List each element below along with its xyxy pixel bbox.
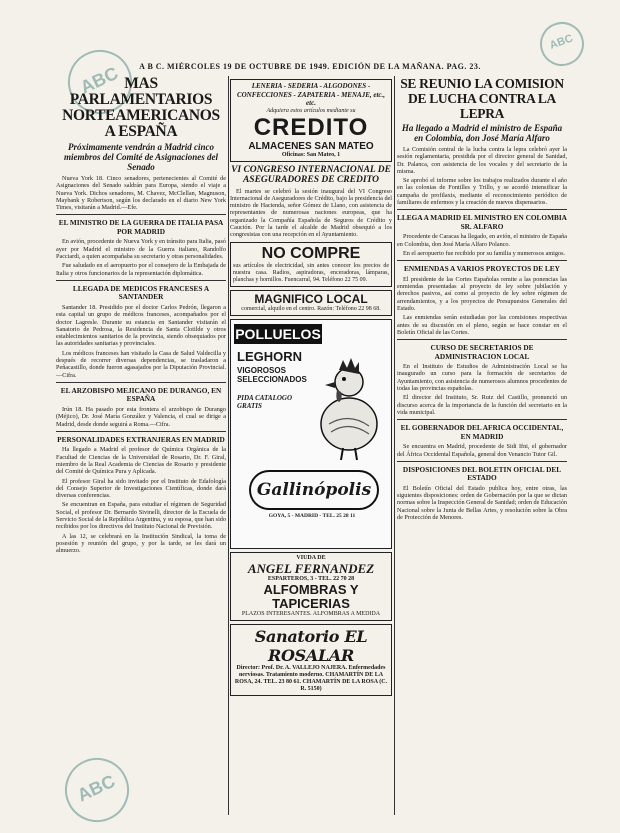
divider <box>397 339 567 340</box>
right-column <box>397 76 567 815</box>
ad-body: comercial, alquilo en el centro. Razón: Teléfono 22 98 68. <box>241 305 381 312</box>
ad-gallinopolis <box>230 319 392 549</box>
section-heading: ENMIENDAS A VARIOS PROYECTOS DE LEY <box>404 264 560 274</box>
ad-viuda-angel-fernandez <box>230 552 392 621</box>
section-heading: EL ARZOBISPO MEJICANO DE DURANGO, EN ESPAÑA <box>60 385 222 404</box>
article-subheadline: Ha llegado a Madrid el ministro de España en Colombia, don José María Alfaro <box>401 123 563 143</box>
ad-magnifico-local <box>230 290 392 316</box>
article-paragraph: Se encuentran en España, para estudiar el régimen de Seguridad Social, el profesor Dr. Bernardo Sivinelli, director de la Escuela de Servicio Social de la República Argentina, y su esposa, que han sido recibidos por los directivos del Instituto Nacional de Previsión. <box>56 501 226 531</box>
divider <box>397 461 567 462</box>
abc-watermark-stamp: ABC <box>57 39 142 124</box>
abc-watermark-stamp: ABC <box>54 747 139 832</box>
ad-headline: POLLUELOS <box>235 325 321 342</box>
column-divider <box>228 76 229 815</box>
divider <box>56 431 226 432</box>
article-paragraph: El Boletín Oficial del Estado publica hoy, entre otras, las siguientes disposiciones: orden de Gobernación por la que se dictan normas sobre la Inspección General de Sanidad; orden de Educación Nacional sobre la Junta de Bellas Artes, y resolución sobre la Obra de Protección de Menores. <box>397 484 567 521</box>
ad-almacenes-san-mateo <box>230 79 392 162</box>
article-paragraph: Santander 18. Presidido por el doctor Carlos Pedrón, llegaron a esta capital un grupo de médicos franceses, acompañados por el doctor Lagresle. Durante su estancia en Santander visitarán el Sanatorio de Pedrosa, la Residencia de Santa Clotilde y otros establecimientos sanitarios de la provincia, siendo obsequiados por las autoridades sanitarias y provinciales. <box>56 303 226 348</box>
section-heading: EL GOBERNADOR DEL AFRICA OCCIDENTAL, EN MADRID <box>400 423 564 441</box>
article-paragraph: En el Instituto de Estudios de Administración Local se ha inaugurado un curso para la formación de secretarios de Ayuntamiento, con asistencia de numerosos alumnos procedentes de todas las provincias españolas. <box>397 363 567 393</box>
section-heading: DISPOSICIONES DEL BOLETIN OFICIAL DEL ESTADO <box>402 464 562 483</box>
ad-body: sus artículos de electricidad, sin antes conocer los precios de nuestra casa. Radios, aspiradoras, enceradoras, lámparas, planchas y hornillos. Fuencarral, 94. Teléfono 22 75 09. <box>233 262 389 283</box>
ad-address: Oficinas: San Mateo, 1 <box>281 151 341 158</box>
article-paragraph: Ha llegado a Madrid el profesor de Química Orgánica de la Facultad de Ciencias de la Universidad de Rosario, Dr. F. Giral, miembro de la Real Academia de Ciencias de Rosario y presidente del Comité de Química Pura y Aplicada. <box>56 446 226 476</box>
article-paragraph: Se aprobó el informe sobre los trabajos realizados durante el año en las colonias de Fontilles y Trillo, y se acordó intensificar la campaña de profilaxis, mediante el reconocimiento periódico de familiares de enfermos y la creación de nuevos dispensarios. <box>397 177 567 207</box>
article-paragraph: Irún 18. Ha pasado por esta frontera el arzobispo de Durango (Méjico), Dr. José María González y Valencia, el cual se dirige a Madrid, desde donde seguirá a Roma.—Cifra. <box>56 405 226 428</box>
article-subheadline: Próximamente vendrán a Madrid cinco miembros del Comité de Asignaciones del Senado <box>64 142 218 172</box>
ad-headline: ANGEL FERNANDEZ <box>247 560 375 576</box>
article-paragraph: Los médicos franceses han visitado la Casa de Salud Valdecilla y después de recorrer diversas dependencias, se trasladaron a Peñacastillo, donde fueron agasajados por la Diputación Provincial.—Cifra. <box>56 349 226 379</box>
ad-body: Director: Prof. Dr. A. VALLEJO NAJERA. Enfermedades nerviosas. Tratamiento moderno. CHAMARTÍN DE LA ROSA, 24. TEL. 23 80 61. CHAMARTÍN DE LA ROSA (C. R. 5150) <box>234 664 388 692</box>
section-heading: CURSO DE SECRETARIOS DE ADMINISTRACION LOCAL <box>430 343 534 361</box>
ad-tagline: VIGOROSOS SELECCIONADOS <box>237 365 307 384</box>
ad-address: GOYA, 5 - MADRID - TEL. 25 28 11 <box>268 512 356 519</box>
ad-goods-list: LENERIA - SEDERIA - ALGODONES - CONFECCIONES - ZAPATERIA - MENAJE, etc., etc. <box>236 82 386 107</box>
article-paragraph: En avión, procedente de Nueva York y en tránsito para Italia, pasó ayer por Madrid el ministro de la Guerra italiano, Randolfo Pacciardi, a quien acompañaba su secretario y otras personalidades. <box>56 238 226 261</box>
ad-tagline: Adquiera estos artículos mediante su <box>266 107 356 114</box>
article-paragraph: Se encuentra en Madrid, procedente de Sidi Ifni, el gobernador del África Occidental Española, general don Venancio Tutor Gil. <box>397 443 567 458</box>
ad-store-name: ALMACENES SAN MATEO <box>248 140 374 152</box>
article-headline: MAS PARLAMENTARIOS NORTEAMERICANOS A ESPAÑA <box>62 76 220 140</box>
section-heading: LLEGADA DE MEDICOS FRANCESES A SANTANDER <box>72 283 210 302</box>
ad-catalog-note: PIDA CATALOGO GRATIS <box>237 393 293 410</box>
section-heading: EL MINISTRO DE LA GUERRA DE ITALIA PASA POR MADRID <box>58 218 224 236</box>
divider <box>397 419 567 420</box>
ad-headline: MAGNIFICO LOCAL <box>254 291 368 306</box>
page-header: A B C. MIÉRCOLES 19 DE OCTUBRE DE 1949. EDICIÓN DE LA MAÑANA. PAG. 23. <box>139 62 481 71</box>
ad-prefix: VIUDA DE <box>296 554 326 561</box>
article-paragraph: A las 12, se celebrará en la Institución Sindical, la toma de posesión y reunión del grupo, y por la tarde, se les dará un almuerzo. <box>56 532 226 555</box>
article-paragraph: Fue saludado en el aeropuerto por el consejero de la Embajada de Italia y otros funcionarios de la representación diplomática. <box>56 262 226 277</box>
divider <box>397 260 567 261</box>
article-paragraph: En el aeropuerto fue recibido por su familia y numerosos amigos. <box>403 249 566 257</box>
divider <box>56 382 226 383</box>
ad-headline: Sanatorio EL ROSALAR <box>254 626 368 665</box>
ad-brand: Gallinópolis <box>249 470 379 510</box>
abc-watermark-stamp: ABC <box>534 16 590 72</box>
section-heading: LLEGA A MADRID EL MINISTRO EN COLOMBIA SR. ALFARO <box>397 213 567 231</box>
ad-headline: NO COMPRE <box>261 244 361 262</box>
hen-illustration-icon <box>309 354 381 464</box>
article-paragraph: Procedente de Caracas ha llegado, en avión, el ministro de España en Colombia, don José María Alfaro Polanco. <box>397 233 567 248</box>
article-paragraph: Las enmiendas serán estudiadas por las comisiones respectivas antes de su discusión en el pleno, según se hace constar en el Boletín Oficial de las Cortes. <box>397 314 567 336</box>
article-paragraph: La Comisión central de la lucha contra la lepra celebró ayer la sesión reglamentaria, presidida por el director general de Sanidad, Dr. Palanca, con asistencia de los vocales y del secretario de la misma. <box>397 146 567 175</box>
divider <box>397 209 567 210</box>
ad-address: ESPARTEROS, 3 - TEL. 22 70 28 <box>267 575 355 582</box>
ad-headline: CREDITO <box>253 113 369 141</box>
ad-note: PLAZOS INTERESANTES. ALFOMBRAS A MEDIDA <box>241 610 381 617</box>
column-divider <box>394 76 395 815</box>
article-paragraph: El martes se celebró la sesión inaugural del VI Congreso Internacional de Aseguradores de Crédito, bajo la presidencia del ministro de Hacienda, señor Gómez de Llano, con asistencia de representantes de numerosas naciones europeas, que ha organizado la Compañía Española de Seguros de Crédito y Caución. Por la tarde el alcalde de Madrid obsequió a los congresistas con una recepción en el Ayuntamiento. <box>230 187 392 239</box>
article-paragraph: El director del Instituto, Sr. Ruiz del Castillo, pronunció un discurso acerca de la importancia de la función del secretario en la vida municipal. <box>397 394 567 416</box>
divider <box>56 214 226 215</box>
section-heading: VI CONGRESO INTERNACIONAL DE ASEGURADORES DE CREDITO <box>231 164 391 185</box>
section-heading: PERSONALIDADES EXTRANJERAS EN MADRID <box>57 434 225 444</box>
article-paragraph: El presidente de las Cortes Españolas remite a las ponencias las enmiendas presentadas al proyecto de ley sobre jubilación y derechos pasivos, así como al proyecto de ley sobre régimen de arrendamientos, y a los proyectos de Presupuestos Generales del Estado. <box>397 275 567 312</box>
article-paragraph: El profesor Giral ha sido invitado por el Instituto de Edafología del Consejo Superior de Investigaciones Científicas, donde dará diversas conferencias. <box>56 477 226 500</box>
middle-column <box>230 76 392 815</box>
ad-breed: LEGHORN <box>237 348 302 364</box>
article-paragraph: Nueva York 18. Cinco senadores, pertenecientes al Comité de Asignaciones del Senado saldrán para Europa, siendo el viaje a Nueva York. Dichos senadores, M. Chavez, McClellan, Magnuson, Maybank y Robertson, según los declarado en el diario New York Times, visitarán a Madrid.—Efe. <box>56 175 226 212</box>
ad-no-compre <box>230 242 392 287</box>
left-column <box>56 76 226 815</box>
article-headline: SE REUNIO LA COMISION DE LUCHA CONTRA LA LEPRA <box>400 76 564 121</box>
divider <box>56 280 226 281</box>
ad-products: ALFOMBRAS Y TAPICERIAS <box>263 581 359 611</box>
ad-sanatorio-el-rosalar <box>230 624 392 696</box>
